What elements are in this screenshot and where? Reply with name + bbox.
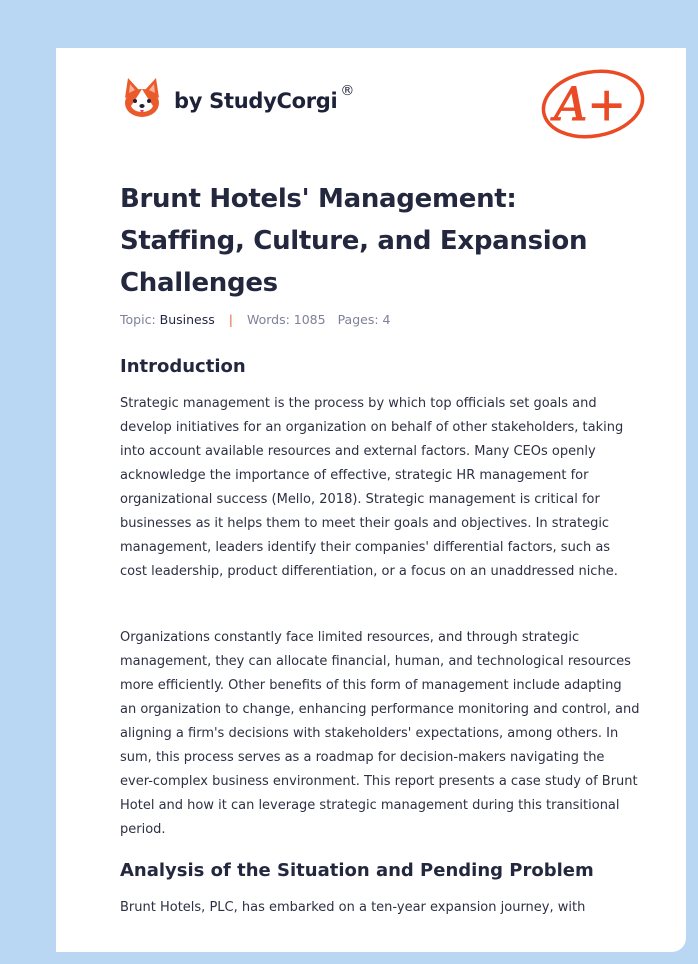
- corgi-logo-icon: [122, 76, 162, 120]
- grade-text: A+: [554, 77, 626, 131]
- topic-link[interactable]: Business: [159, 312, 215, 327]
- grade-a-plus-icon: [538, 58, 648, 140]
- registered-mark: ®: [340, 83, 355, 99]
- brand[interactable]: [122, 76, 354, 120]
- paragraph: Brunt Hotels, PLC, has embarked on a ten-year expansion journey, with: [120, 900, 586, 915]
- document-page: [56, 48, 686, 952]
- analysis-heading: Analysis of the Situation and Pending Problem: [120, 860, 594, 881]
- document-meta: [120, 312, 391, 327]
- page-count: Pages: 4: [337, 312, 391, 327]
- word-count: Words: 1085: [246, 312, 326, 327]
- paragraph: Organizations constantly face limited resources, and through strategic management, they can allocate financial, human, and technological resources more efficiently. Other benefits of this form of management include adapting an organization to change, enhancing performance monitoring and control, and aligning a firm's decisions with stakeholders' expectations, among others. In sum, this process serves as a roadmap for decision-makers navigating the ever-complex business environment. This report presents a case study of Brunt Hotel and how it can leverage strategic management during this transitional period.: [120, 630, 640, 837]
- meta-separator: |: [228, 312, 233, 327]
- document-title: Brunt Hotels' Management: Staffing, Culture, and Expansion Challenges: [120, 184, 588, 298]
- paragraph: Strategic management is the process by which top officials set goals and develop initiatives for an organization on behalf of other stakeholders, taking into account available resources and external factors. Many CEOs openly acknowledge the importance of effective, strategic HR management for organizational success (Mello, 2018). Strategic management is critical for businesses as it helps them to meet their goals and objectives. In strategic management, leaders identify their companies' differential factors, such as cost leadership, product differentiation, or a focus on an unaddressed niche.: [120, 396, 624, 579]
- brand-name: by StudyCorgi: [174, 89, 338, 113]
- introduction-heading: Introduction: [120, 356, 246, 377]
- topic-label: Topic:: [120, 312, 156, 327]
